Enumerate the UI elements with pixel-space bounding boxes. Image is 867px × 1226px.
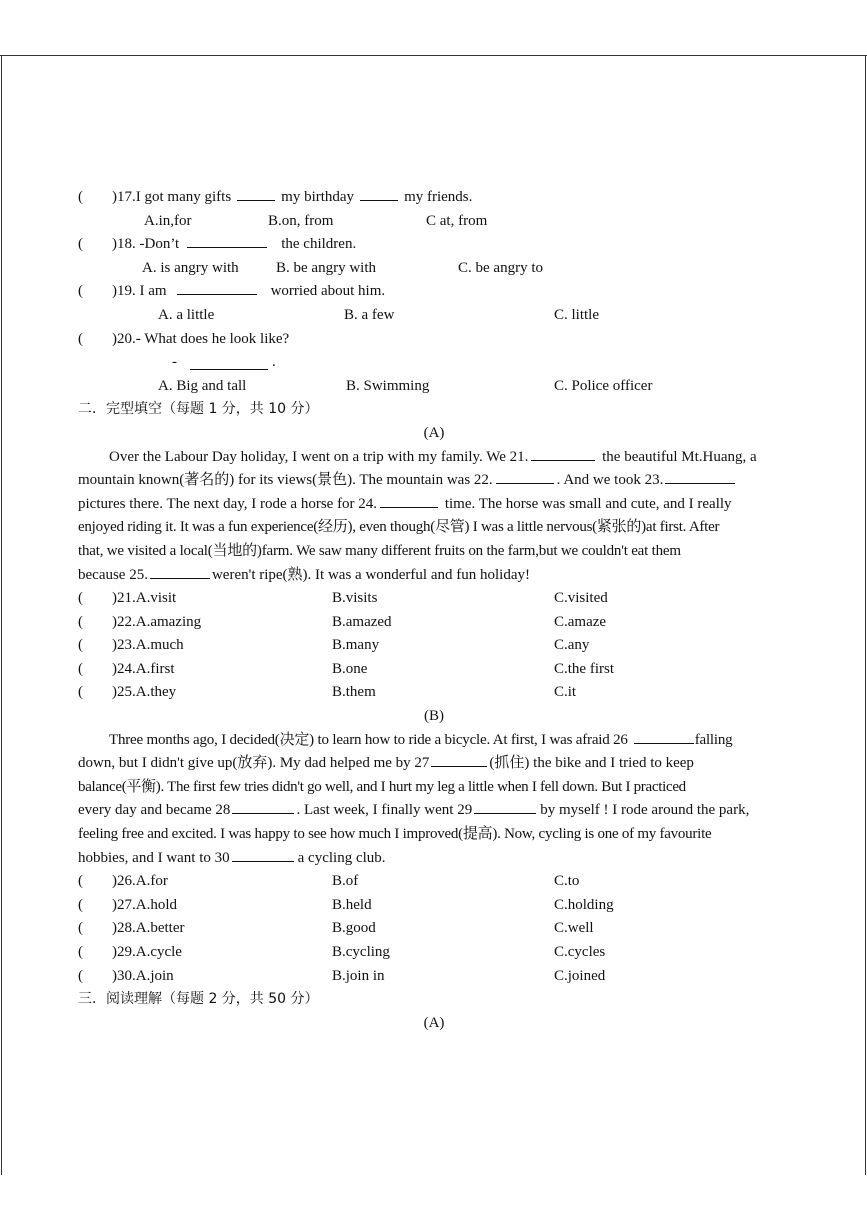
passage-b: Three months ago, I decided(决定) to learn how to ride a bicycle. At first, I was afraid 26 falling down, but I didn't give up(放弃). My dad helped me by 27 (抓住) the bike and I tried to keep balance(平衡). The first few tries didn't go well, and I hurt my leg a little when I fell down. But I practiced every day and became 28 . Last week, I finally went 29 by myself ! I rode around the park, feeling free and excited. I was happy to see how much I improved(提高). Now, cycling is one of my favourite hobbies, and I want to 30 a cycling club. <box>78 729 790 871</box>
choice-row-30: ( )30.A.join B.join in C.joined <box>78 967 606 984</box>
section-3-title: 三．阅读理解（每题 2 分，共 50 分） <box>78 991 319 1008</box>
choice-row-28: ( )28.A.better B.good C.well <box>78 920 594 937</box>
blank[interactable] <box>190 355 268 370</box>
option-b[interactable]: B. Swimming <box>346 377 430 394</box>
page-border-left <box>1 55 2 1175</box>
blank-25[interactable] <box>150 564 210 579</box>
choices-a <box>78 587 790 705</box>
blank-26[interactable] <box>634 729 694 744</box>
question-18-options <box>78 257 790 281</box>
question-19: ( )19. I am worried about him. <box>78 280 790 304</box>
choice-row-25: ( )25.A.they B.them C.it <box>78 684 577 701</box>
part-b-label: (B) <box>424 708 444 725</box>
question-17: ( )17.I got many gifts my birthday my friends. <box>78 186 790 210</box>
blank[interactable] <box>360 186 398 201</box>
option-a[interactable]: A. is angry with <box>142 259 239 276</box>
option-b[interactable]: B. a few <box>344 306 395 323</box>
section-2-title: 二．完型填空（每题 1 分，共 10 分） <box>78 401 319 418</box>
option-a[interactable]: A. a little <box>158 306 215 323</box>
choice-row-29: ( )29.A.cycle B.cycling C.cycles <box>78 944 606 960</box>
page-border-right <box>865 55 866 1175</box>
choice-row-26: ( )26.A.for B.of C.to <box>78 873 580 890</box>
question-17-options <box>78 210 790 234</box>
blank-24[interactable] <box>380 493 438 508</box>
page-border-top <box>0 55 867 56</box>
question-20-answer-line: - . <box>172 354 276 371</box>
blank-29[interactable] <box>474 799 536 814</box>
blank[interactable] <box>237 186 275 201</box>
blank-27[interactable] <box>431 752 487 767</box>
choice-row-22: ( )22.A.amazing B.amazed C.amaze <box>78 613 607 630</box>
blank-21[interactable] <box>531 446 595 461</box>
blank-22[interactable] <box>496 469 554 484</box>
choice-row-21: ( )21.A.visit B.visits C.visited <box>78 590 608 607</box>
option-c[interactable]: C at, from <box>426 212 488 229</box>
choice-row-24: ( )24.A.first B.one C.the first <box>78 660 614 677</box>
answer-paren[interactable]: ( <box>78 189 83 205</box>
exam-content <box>78 186 790 1035</box>
choice-row-27: ( )27.A.hold B.held C.holding <box>78 896 614 913</box>
blank[interactable] <box>187 233 267 248</box>
option-a[interactable]: A.in,for <box>144 212 192 229</box>
option-c[interactable]: C. be angry to <box>458 259 543 276</box>
question-18: ( )18. -Don’t the children. <box>78 233 790 257</box>
answer-paren[interactable]: ( <box>78 283 83 300</box>
part-a-label-section-3: (A) <box>423 1014 445 1031</box>
blank-23[interactable] <box>665 469 735 484</box>
blank[interactable] <box>177 280 257 295</box>
question-20-options <box>78 375 790 399</box>
choices-b <box>78 870 790 988</box>
option-c[interactable]: C. little <box>554 306 599 323</box>
blank-28[interactable] <box>232 799 294 814</box>
blank-30[interactable] <box>232 847 294 862</box>
choice-row-23: ( )23.A.much B.many C.any <box>78 637 590 654</box>
option-c[interactable]: C. Police officer <box>554 377 653 394</box>
passage-a: Over the Labour Day holiday, I went on a trip with my family. We 21. the beautiful Mt.Huang, a mountain known(著名的) for its views(景色). The mountain was 22. . And we took 23. pictures there. The next day, I rode a horse for 24. time. The horse was small and cute, and I really enjoyed riding it. It was a fun experience(经历), even though(尽管) I was a little nervous(紧张的)at first. After that, we visited a local(当地的)farm. We saw many different fruits on the farm,but we couldn't eat them because 25. weren't ripe(熟). It was a wonderful and fun holiday! <box>78 446 790 588</box>
question-19-options <box>78 304 790 328</box>
part-a-label: (A) <box>423 424 445 441</box>
question-20: ( )20.- What does he look like? <box>78 328 790 352</box>
option-b[interactable]: B.on, from <box>268 212 334 229</box>
option-b[interactable]: B. be angry with <box>276 259 376 276</box>
option-a[interactable]: A. Big and tall <box>158 377 247 394</box>
answer-paren[interactable]: ( <box>78 330 83 347</box>
answer-paren[interactable]: ( <box>78 236 83 253</box>
